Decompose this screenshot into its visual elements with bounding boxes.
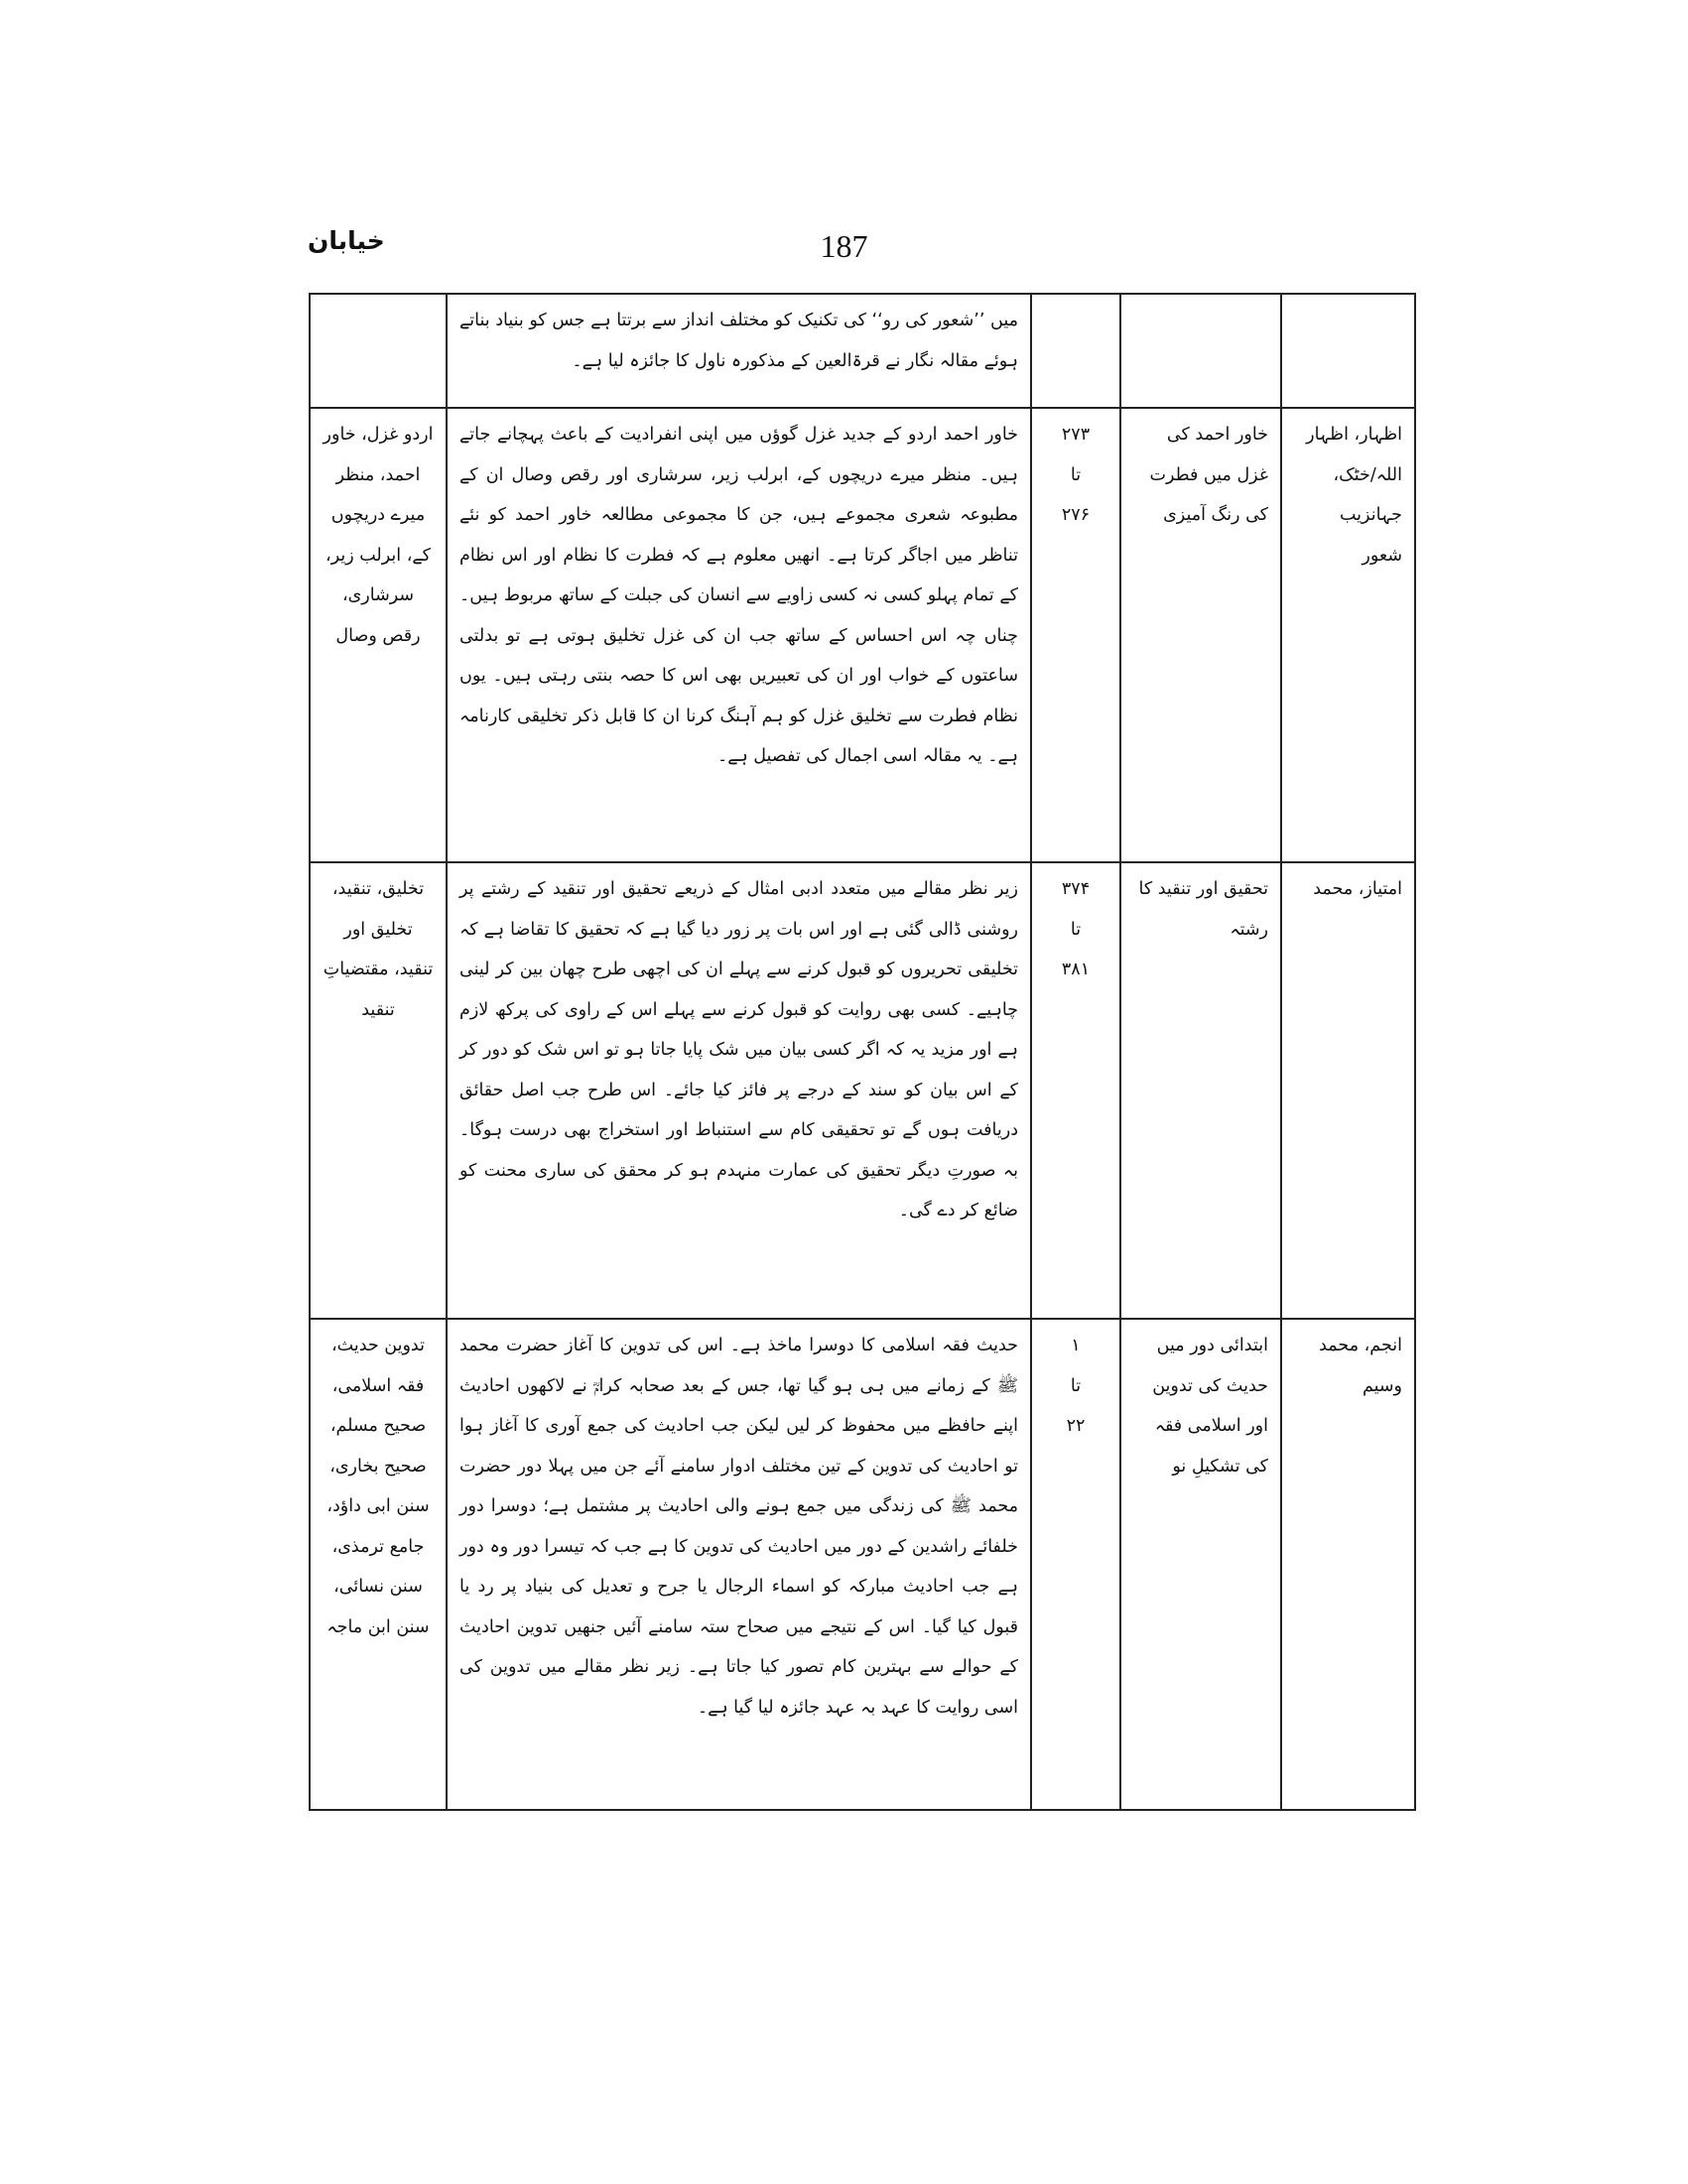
page-to: تا [1070, 919, 1082, 940]
pages-cell [1031, 294, 1120, 408]
abstract-cell: خاور احمد اردو کے جدید غزل گوؤں میں اپنی انفرادیت کے باعث پہچانے جاتے ہیں۔ منظر میرے دریچوں کے، ابرلب زیر، سرشاری اور رقص وصال ان کے مطبوعہ شعری مجموعے ہیں، جن کا مجموعی مطالعہ خاور احمد کو نئے تناظر میں اجاگر کرتا ہے۔ انھیں معلوم ہے کہ فطرت کا نظام اور اس نظام کے تمام پہلو کسی نہ کسی زاویے سے انسان کی جبلت کے ساتھ مربوط ہیں۔ چناں چہ اس احساس کے ساتھ جب ان کی غزل تخلیق ہوتی ہے تو بدلتی ساعتوں کے خواب اور ان کی تعبیریں بھی اس کا حصہ بنتی رہتی ہیں۔ یوں نظام فطرت سے تخلیق غزل کو ہم آہنگ کرنا ان کا قابل ذکر تخلیقی کارنامہ ہے۔ یہ مقالہ اسی اجمال کی تفصیل ہے۔ [447, 408, 1031, 862]
page-to: تا [1070, 464, 1082, 485]
page-end: ۲۷۶ [1061, 505, 1091, 525]
abstract-cell: زیر نظر مقالے میں متعدد ادبی امثال کے ذریعے تحقیق اور تنقید کے رشتے پر روشنی ڈالی گئی ہے اور اس بات پر زور دیا گیا ہے کہ تحقیق کا تقاضا ہے کہ تخلیقی تحریروں کو قبول کرنے سے پہلے ان کی اچھی طرح چھان بین کر لینی چاہیے۔ کسی بھی روایت کو قبول کرنے سے پہلے اس کے راوی کی پرکھ لازم ہے اور مزید یہ کہ اگر کسی بیان میں شک پایا جاتا ہو تو اس شک کو دور کر کے اس بیان کو سند کے درجے پر فائز کیا جائے۔ اس طرح جب اصل حقائق دریافت ہوں گے تو تحقیقی کام سے استنباط اور استخراج بھی درست ہوگا۔ بہ صورتِ دیگر تحقیق کی عمارت منہدم ہو کر محقق کی ساری محنت کو ضائع کر دے گی۔ [447, 862, 1031, 1319]
authors-cell [1281, 294, 1415, 408]
keywords-cell [310, 294, 447, 408]
pages-cell [1031, 1319, 1120, 1810]
table-row [310, 1319, 1415, 1810]
journal-name: خیابان [308, 226, 385, 255]
page-start: ۲۷۳ [1061, 425, 1091, 445]
table-row [310, 294, 1415, 408]
title-cell: ابتدائی دور میں حدیث کی تدوین اور اسلامی فقہ کی تشکیلِ نو [1120, 1319, 1281, 1810]
title-cell: خاور احمد کی غزل میں فطرت کی رنگ آمیزی [1120, 408, 1281, 862]
keywords-cell: تخلیق، تنقید، تخلیق اور تنقید، مقتضیاتِ تنقید [310, 862, 447, 1319]
authors-cell: امتیاز، محمد [1281, 862, 1415, 1319]
pages-cell [1031, 408, 1120, 862]
table-row [310, 408, 1415, 862]
page-end: ۲۲ [1066, 1416, 1086, 1436]
index-table [309, 293, 1416, 1811]
title-cell: تحقیق اور تنقید کا رشتہ [1120, 862, 1281, 1319]
title-cell [1120, 294, 1281, 408]
page-start: ۳۷۴ [1061, 879, 1091, 899]
authors-cell: اظہار، اظہار اللہ/خٹک، جہانزیب شعور [1281, 408, 1415, 862]
keywords-cell: تدوین حدیث، فقہ اسلامی، صحیح مسلم، صحیح بخاری، سنن ابی داؤد، جامع ترمذی، سنن نسائی، سنن ابن ماجہ [310, 1319, 447, 1810]
page-number: 187 [820, 228, 868, 264]
table-row [310, 862, 1415, 1319]
abstract-cell: حدیث فقہ اسلامی کا دوسرا ماخذ ہے۔ اس کی تدوین کا آغاز حضرت محمد ﷺ کے زمانے میں ہی ہو گیا تھا، جس کے بعد صحابہ کرامؓ نے لاکھوں احادیث اپنے حافظے میں محفوظ کر لیں لیکن جب احادیث کی جمع آوری کا آغاز ہوا تو احادیث کی تدوین کے تین مختلف ادوار سامنے آئے جن میں پہلا دور حضرت محمد ﷺ کی زندگی میں جمع ہونے والی احادیث پر مشتمل ہے؛ دوسرا دور خلفائے راشدین کے دور میں احادیث کی تدوین کا ہے جب کہ تیسرا دور وہ دور ہے جب احادیث مبارکہ کو اسماء الرجال یا جرح و تعدیل کی بنیاد پر رد یا قبول کیا گیا۔ اس کے نتیجے میں صحاح ستہ سامنے آئیں جنھیں تدوین احادیث کے حوالے سے بہترین کام تصور کیا جاتا ہے۔ زیر نظر مقالے میں تدوین کی اسی روایت کا عہد بہ عہد جائزہ لیا گیا ہے۔ [447, 1319, 1031, 1810]
abstract-cell: میں ’’شعور کی رو‘‘ کی تکنیک کو مختلف انداز سے برتتا ہے جس کو بنیاد بناتے ہوئے مقالہ نگار نے قرۃالعین کے مذکورہ ناول کا جائزہ لیا ہے۔ [447, 294, 1031, 408]
keywords-cell: اردو غزل، خاور احمد، منظر میرے دریچوں کے، ابرلب زیر، سرشاری، رقص وصال [310, 408, 447, 862]
pages-cell [1031, 862, 1120, 1319]
authors-cell: انجم، محمد وسیم [1281, 1319, 1415, 1810]
page-start: ۱ [1071, 1336, 1081, 1355]
page-end: ۳۸۱ [1061, 960, 1091, 979]
page-to: تا [1070, 1375, 1082, 1396]
